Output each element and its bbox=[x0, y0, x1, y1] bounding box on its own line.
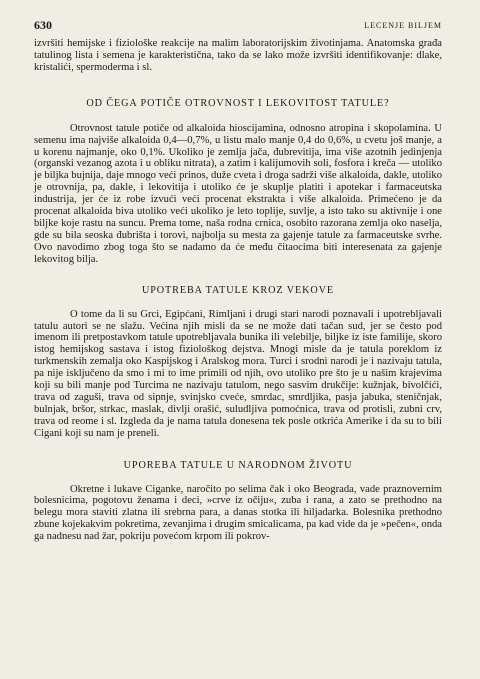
section-body-folk-usage: Okretne i lukave Ciganke, naročito po selima čak i oko Beograda, vade praznovernim bolesnicima, pogotovu ženama i deci, »crve iz očiju«, zuba i rana, a zato se prethodno na belegu mora staviti zlatna ili srebrna para, a danas stotka ili hiljadarka. Bolesnika prethodno zbune kojekakvim pokretima, zevanjima i drugim smicalicama, pa kad vide da je »pečen«, onda ga nadnesu nad žar, pokriju povećom krpom ili pokrov- bbox=[34, 483, 442, 543]
intro-paragraph: izvršiti hemijske i fiziološke reakcije na malim laboratorijskim životinjama. Anatomska građa tatulinog lista i semena je karakteristična, tako da se lako može izvršiti identifikovanje: dlake, kristalići, spermoderma i sl. bbox=[34, 38, 442, 73]
page-header bbox=[34, 16, 442, 38]
running-head: LECENJE BILJEM bbox=[364, 21, 442, 30]
section-body-usage-through-ages: O tome da li su Grci, Egipćani, Rimljani i drugi stari narodi poznavali i upotrebljavali tatulu autori se ne slažu. Većina njih misli da se ne može dati tačan sud, jer se često pod imenom ili pretpostavkom tatule upotrebljavala bunika ili velebilje, biljke iz iste familije, skoro istog hemijskog sastava i istog fiziološkog dejstva. Mnogi misle da je tatula poreklom iz turkmenskih zemalja oko Kaspijskog i Aralskog mora. Turci i srodni narodi je i nazivaju tatula, pa nije isključeno da smo i mi to ime primili od njih, ovo utoliko pre što je u našim krajevima koji su bili manje pod Turcima ne nazivaju tatulom, nego sasvim drukčije: kužnjak, bivolčići, trava od zaguši, trava od sipnje, svinjsko cveće, smrdac, smrdljika, pasja jabuka, steničnjak, bulnjak, bršor, strkac, maslak, divlji orašić, suludljiva pomoćnica, trava od protisli, zubni crv, trava od reome i sl. Izgleda da je nama tatula donesena tek posle otkrića Amerike i da su to bili Cigani koji su nam je preneli. bbox=[34, 308, 442, 439]
section-heading-usage-through-ages: UPOTREBA TATULE KROZ VEKOVE bbox=[141, 284, 335, 296]
section-heading-folk-usage: UPOREBA TATULE U NARODNOM ŽIVOTU bbox=[123, 459, 353, 471]
section-body-toxicity-origin: Otrovnost tatule potiče od alkaloida hioscijamina, odnosno atropina i skopolamina. U semenu ima najviše alkaloida 0,4—0,7%, u listu malo manje 0,4 do 0,6%, u cvetu još manje, a u korenu najmanje, oko 0,1%. Ukoliko je zemlja jača, đubrevitija, ima više azotnih jedinjenja (organski vezanog azota i u obliku nitrata), a zatim i kalijumovih soli, fosfora i kreča — utoliko je biljka bujnija, daje mnogo veći prinos, duže cveta i droga sadrži više alkaloida, dakle, utoliko je otrovnija, pa, dakle, i lekovitija i utoliko će je skuplje platiti i apotekar i farmaceutska industrija, jer će iz robe izvući veći procenat ekstrakta i više alkaloida. Primećeno je da procenat alkaloida biva utoliko veći ukoliko je leto toplije, suvlje, a isto tako su aktivnije i one biljke koje rastu na suncu. Prema tome, naša rodna crnica, osobito razorana zemlja oko naselja, gde su bila seoska đubrišta i torovi, najbolja su mesta za gajenje tatule za farmaceutske svrhe. Ovo navodimo zbog toga što se nadamo da će među čitaocima biti interesenata za gajenje lekovitog bilja. bbox=[34, 122, 442, 265]
page-number: 630 bbox=[34, 18, 52, 32]
section-heading-toxicity-origin: OD ČEGA POTIČE OTROVNOST I LEKOVITOST TATULE? bbox=[86, 97, 390, 109]
